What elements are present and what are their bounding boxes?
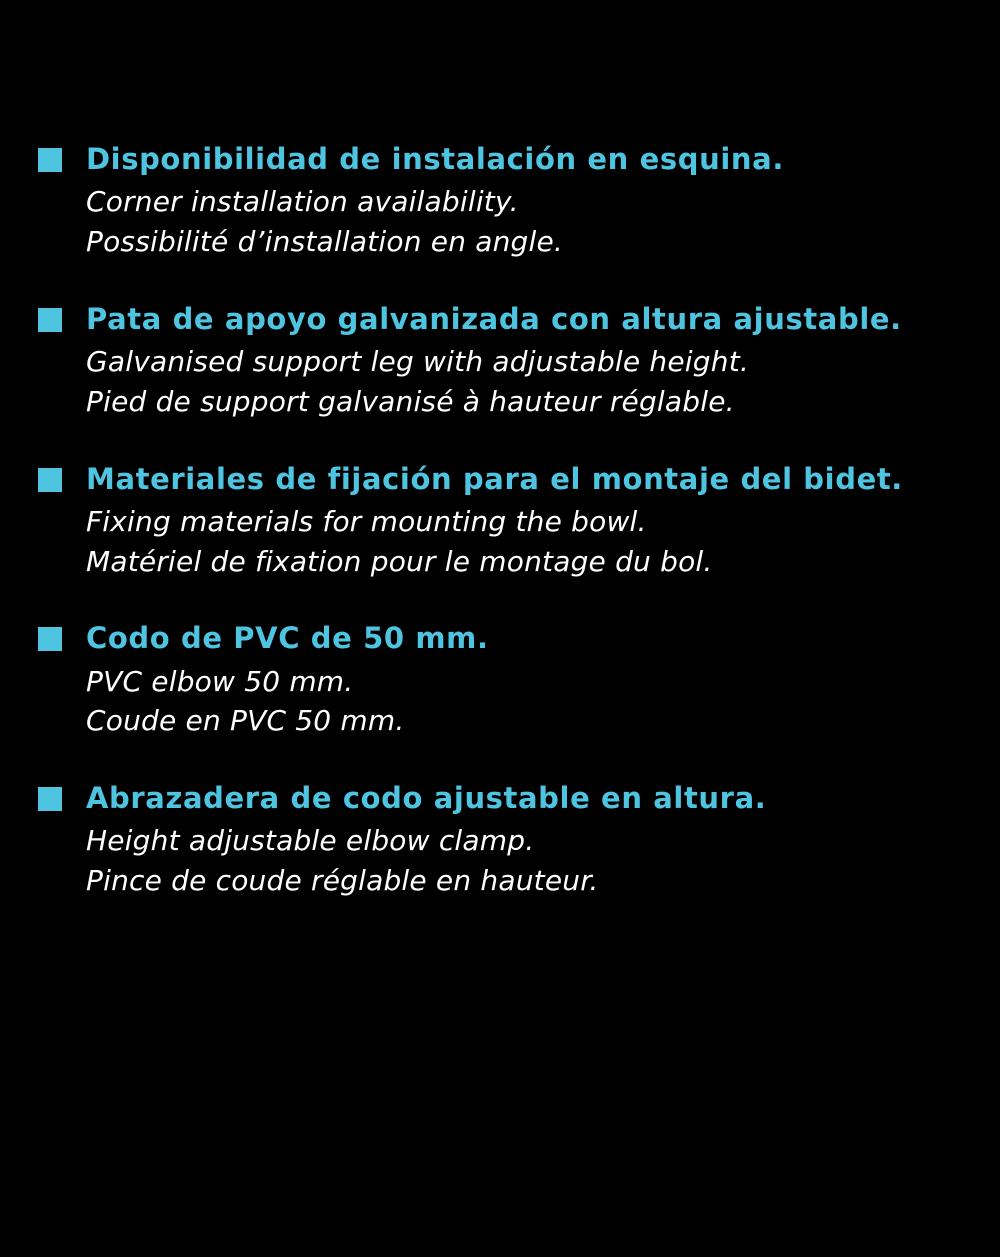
feature-text-es: Disponibilidad de instalación en esquina.: [86, 142, 784, 176]
square-bullet-icon: [38, 787, 62, 811]
square-bullet-icon: [38, 627, 62, 651]
square-bullet-icon: [38, 468, 62, 492]
feature-text-en: Fixing materials for mounting the bowl.: [86, 504, 647, 538]
list-item: [38, 619, 960, 741]
feature-text-fr: Possibilité d’installation en angle.: [86, 225, 564, 259]
feature-list: [38, 140, 960, 901]
feature-text-es: Abrazadera de codo ajustable en altura.: [86, 781, 767, 816]
list-item: [38, 460, 960, 582]
feature-text-en: PVC elbow 50 mm.: [86, 664, 354, 698]
feature-text-es: Codo de PVC de 50 mm.: [86, 621, 489, 656]
feature-text-fr: Pied de support galvanisé à hauteur réglable.: [86, 384, 735, 418]
list-item: [38, 300, 960, 422]
feature-text-en: Corner installation availability.: [86, 185, 519, 219]
feature-text-fr: Pince de coude réglable en hauteur.: [86, 864, 599, 898]
feature-text-fr: Matériel de fixation pour le montage du bol.: [86, 544, 713, 578]
list-item: [38, 140, 960, 262]
feature-text-en: Galvanised support leg with adjustable height.: [86, 345, 749, 379]
feature-text-es: Materiales de fijación para el montaje del bidet.: [86, 461, 903, 496]
feature-text-en: Height adjustable elbow clamp.: [86, 824, 535, 858]
square-bullet-icon: [38, 148, 62, 172]
feature-text-fr: Coude en PVC 50 mm.: [86, 704, 405, 738]
square-bullet-icon: [38, 308, 62, 332]
list-item: [38, 779, 960, 901]
feature-text-es: Pata de apoyo galvanizada con altura ajustable.: [86, 301, 902, 336]
